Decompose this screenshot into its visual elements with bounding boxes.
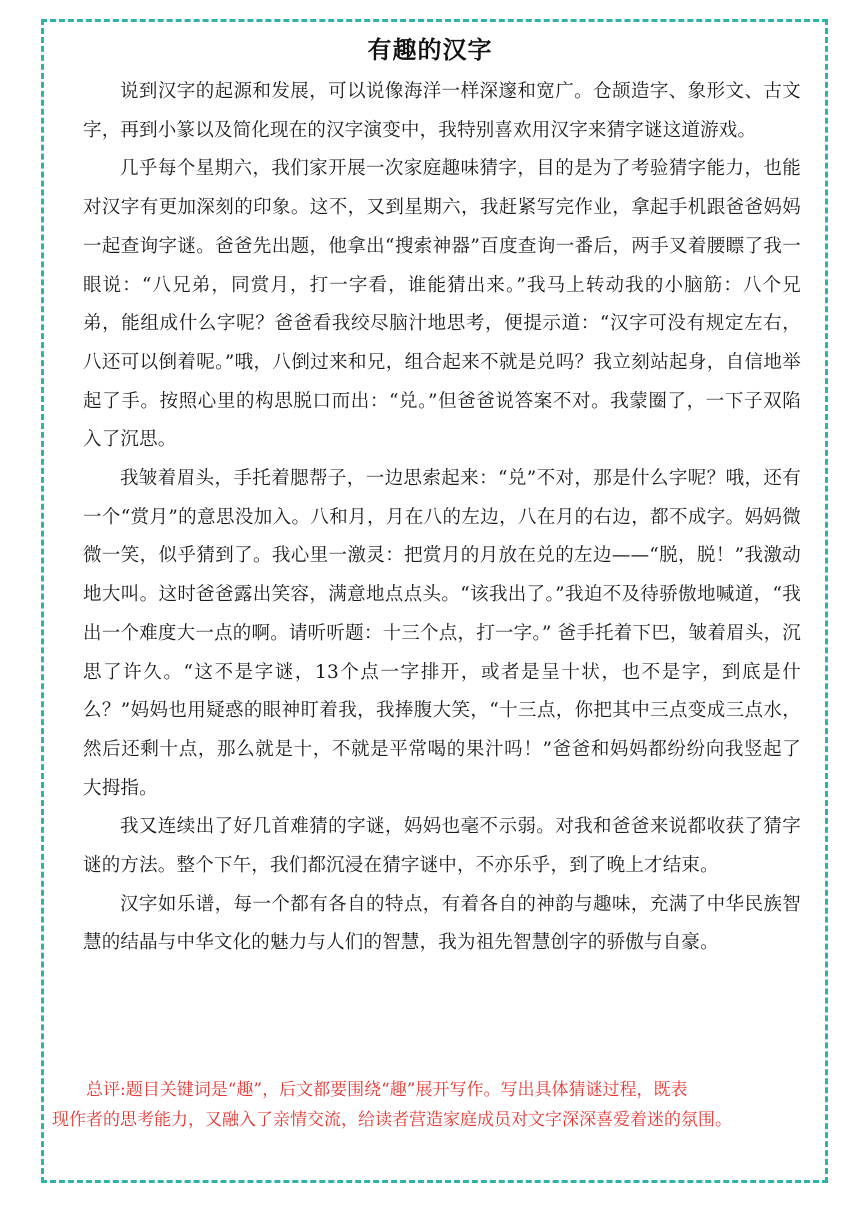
comment-line-2: 现作者的思考能力，又融入了亲情交流，给读者营造家庭成员对文字深深喜爱着迷的氛围。 — [52, 1110, 732, 1130]
paragraph-2: 几乎每个星期六，我们家开展一次家庭趣味猜字，目的是为了考验猜字能力，也能对汉字有更加深刻的印象。这不，又到星期六，我赶紧写完作业，拿起手机跟爸爸妈妈一起查询字谜。爸爸先出题，他拿出“搜索神器”百度查询一番后，两手叉着腰瞟了我一眼说：“八兄弟，同赏月，打一字看，谁能猜出来。”我马上转动我的小脑筋：八个兄弟，能组成什么字呢？爸爸看我绞尽脑汁地思考，便提示道：“汉字可没有规定左右，八还可以倒着呢。”哦，八倒过来和兄，组合起来不就是兑吗？我立刻站起身，自信地举起了手。按照心里的构思脱口而出：“兑。”但爸爸说答案不对。我蒙圈了，一下子双陷入了沉思。 — [83, 158, 801, 451]
paragraph-4: 我又连续出了好几首难猜的字谜，妈妈也毫不示弱。对我和爸爸来说都收获了猜字谜的方法。整个下午，我们都沉浸在猜字谜中，不亦乐乎，到了晚上才结束。 — [83, 816, 801, 877]
paragraph-1: 说到汉字的起源和发展，可以说像海洋一样深邃和宽广。仓颉造字、象形文、古文字，再到小篆以及简化现在的汉字演变中，我特别喜欢用汉字来猜字谜这道游戏。 — [83, 81, 801, 141]
essay-title: 有趣的汉字 — [367, 35, 493, 64]
paragraph-5: 汉字如乐谱，每一个都有各自的特点，有着各自的神韵与趣味，充满了中华民族智慧的结晶与中华文化的魅力与人们的智慧，我为祖先智慧创字的骄傲与自豪。 — [83, 893, 801, 954]
essay-body — [83, 73, 801, 963]
paragraph-3: 我皱着眉头，手托着腮帮子，一边思索起来：“兑”不对，那是什么字呢？哦，还有一个“赏月”的意思没加入。八和月，月在八的左边，八在月的右边，都不成字。妈妈微微一笑，似乎猜到了。我心里一激灵：把赏月的月放在兑的左边——“脱，脱！”我激动地大叫。这时爸爸露出笑容，满意地点点头。“该我出了。”我迫不及待骄傲地喊道，“我出一个难度大一点的啊。请听听题：十三个点，打一字。” 爸手托着下巴，皱着眉头，沉思了许久。“这不是字谜，13个点一字排开，或者是呈十状，也不是字，到底是什么？”妈妈也用疑惑的眼神盯着我，我捧腹大笑，“十三点，你把其中三点变成三点水，然后还剩十点，那么就是十，不就是平常喝的果汁吗！”爸爸和妈妈都纷纷向我竖起了大拇指。 — [83, 468, 802, 799]
teacher-comment — [52, 1075, 812, 1135]
comment-line-1: 总评:题目关键词是“趣”，后文都要围绕“趣”展开写作。写出具体猜谜过程，既表 — [86, 1080, 688, 1100]
